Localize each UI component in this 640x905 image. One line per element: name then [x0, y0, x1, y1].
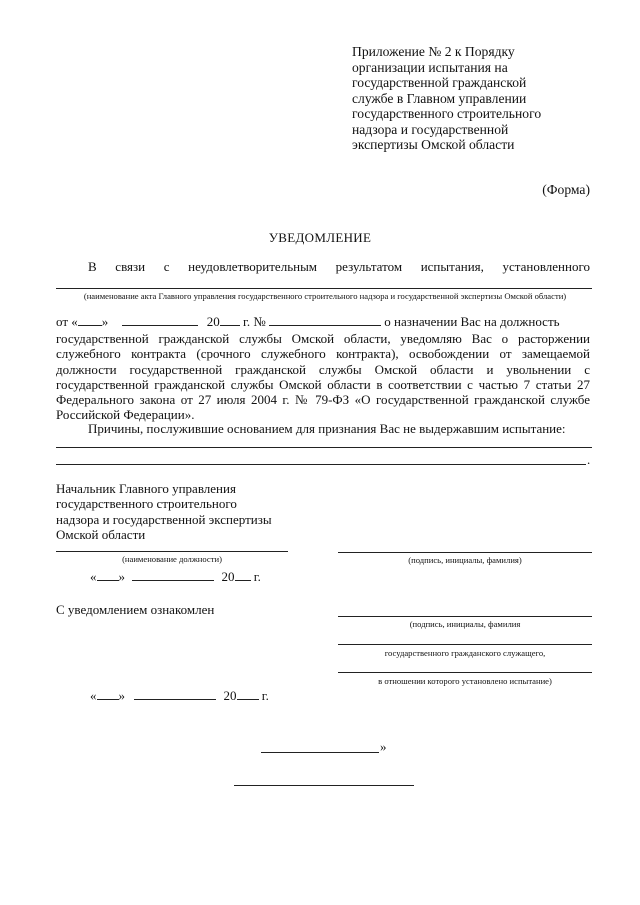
head-sign-date — [90, 569, 261, 584]
intro-word: результатом — [335, 259, 403, 274]
head-title — [56, 481, 356, 542]
year-prefix: 20 — [223, 688, 237, 703]
year-suffix: г. — [253, 569, 261, 584]
employee-field-3[interactable] — [338, 672, 592, 673]
head-title-line: Начальник Главного управления — [56, 481, 236, 496]
paragraph-line: государственной гражданской службы Омской области, уведомляю Вас о расторжении — [56, 331, 590, 346]
employee-year-field[interactable] — [237, 688, 259, 700]
head-year-field[interactable] — [235, 569, 251, 581]
head-title-line: Омской области — [56, 526, 146, 542]
day-field[interactable] — [78, 314, 102, 326]
date-from-label: от « — [56, 314, 78, 329]
bottom-close-quote: » — [380, 739, 387, 754]
appendix-line: государственной гражданской — [352, 75, 527, 90]
appendix-line: экспертизы Омской области — [352, 137, 515, 152]
employee-sign-date — [90, 688, 269, 703]
head-day-field[interactable] — [97, 569, 119, 581]
paragraph-line: Российской Федерации». — [56, 407, 195, 423]
employee-day-field[interactable] — [97, 688, 119, 700]
head-title-line: государственного строительного — [56, 496, 237, 512]
head-title-line: надзора и государственной экспертизы — [56, 511, 272, 527]
employee-month-field[interactable] — [134, 688, 216, 700]
employee-signature-caption: (подпись, инициалы, фамилия — [409, 619, 521, 629]
reasons-field-line-1[interactable] — [56, 447, 592, 448]
paragraph-line: Федерального закона от 27 июля 2004 г. № 79-ФЗ «О государственной гражданской службе — [56, 392, 590, 408]
head-signature-field[interactable] — [338, 552, 592, 553]
date-close-quote: » — [101, 314, 109, 329]
appendix-line: организации испытания на — [352, 59, 508, 75]
reasons-label: Причины, послужившие основанием для признания Вас не выдержавшим испытание: — [88, 421, 566, 436]
appointment-text: о назначении Вас на должность — [384, 314, 560, 329]
employee-field-2[interactable] — [338, 644, 592, 645]
bottom-field-1[interactable] — [261, 752, 379, 753]
date-close-quote: » — [118, 688, 125, 703]
position-field[interactable] — [56, 551, 288, 552]
appendix-line: службе в Главном управлении — [352, 90, 527, 106]
probation-caption: в отношении которого установлено испытание) — [378, 676, 552, 686]
appendix-line: Приложение № 2 к Порядку — [352, 44, 515, 59]
paragraph-line: должности государственной гражданской службы Омской области и увольнении с — [56, 361, 590, 377]
act-name-field[interactable] — [56, 288, 592, 289]
year-suffix: г. — [261, 688, 269, 703]
appendix-header — [352, 44, 612, 153]
date-open-quote: « — [90, 569, 97, 584]
intro-word: В — [88, 259, 97, 274]
date-line — [56, 314, 596, 329]
head-signature-caption: (подпись, инициалы, фамилия) — [408, 555, 522, 565]
intro-word: неудовлетворительным — [188, 259, 318, 274]
month-field[interactable] — [122, 314, 198, 326]
reasons-period: . — [587, 452, 591, 467]
intro-word: установленного — [502, 259, 590, 274]
paragraph-line: служебного контракта (срочного служебного контракта), освобождении от замещаемой — [56, 346, 590, 362]
head-month-field[interactable] — [132, 569, 214, 581]
date-close-quote: » — [118, 569, 125, 584]
intro-word: испытания, — [420, 259, 484, 274]
date-open-quote: « — [90, 688, 97, 703]
act-name-caption: (наименование акта Главного управления государственного строительного надзора и государственной экспертизы Омской области) — [83, 291, 567, 301]
year-field[interactable] — [220, 314, 240, 326]
year-prefix: 20 — [206, 314, 220, 329]
document-title: УВЕДОМЛЕНИЕ — [268, 230, 372, 245]
form-label: (Форма) — [542, 182, 590, 197]
intro-word: с — [163, 259, 170, 274]
paragraph-line: государственной гражданской службы Омской области в соответствии с частью 7 статьи 27 — [56, 376, 590, 392]
intro-word: связи — [115, 259, 146, 274]
employee-caption: государственного гражданского служащего, — [384, 648, 546, 658]
bottom-field-2[interactable] — [234, 785, 414, 786]
notice-paragraph — [56, 331, 590, 423]
acquainted-label: С уведомлением ознакомлен — [56, 602, 215, 617]
number-field[interactable] — [269, 314, 381, 326]
appendix-line: государственного строительного — [352, 106, 542, 121]
number-label: г. № — [243, 314, 266, 329]
reasons-field-line-2[interactable] — [56, 464, 586, 465]
employee-signature-field[interactable] — [338, 616, 592, 617]
appendix-line: надзора и государственной — [352, 121, 509, 137]
position-caption: (наименование должности) — [122, 554, 222, 564]
year-prefix: 20 — [221, 569, 235, 584]
intro-line — [88, 259, 590, 275]
